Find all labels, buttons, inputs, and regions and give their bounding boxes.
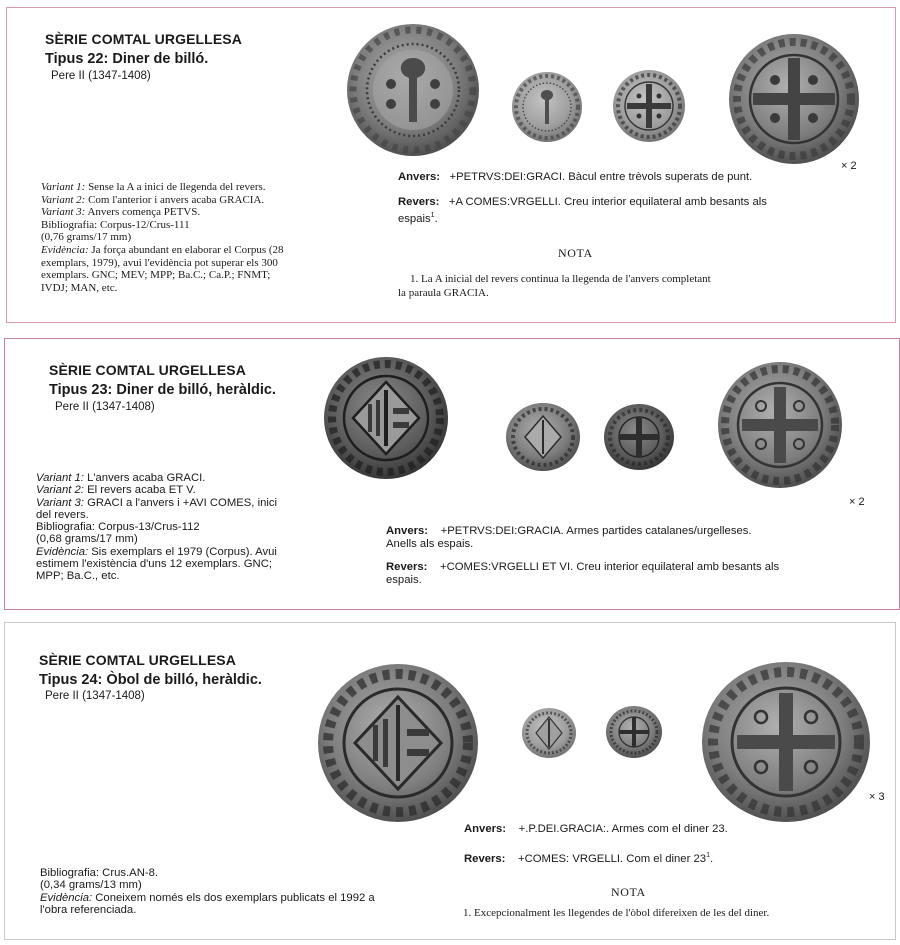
coin-24-revers — [605, 705, 663, 759]
info-line: l'obra referenciada. — [40, 903, 137, 916]
scale-label: × 3 — [869, 791, 885, 803]
info-line: Variant 3: GRACI a l'anvers i +AVI COMES, inici — [36, 496, 278, 509]
info-line: exemplars. GNC; MEV; MPP; Ba.C.; Ca.P.; FNMT; — [41, 269, 271, 282]
revers-label: Revers: — [464, 852, 506, 865]
info-line: Evidència: Coneixem només els dos exemplars publicats el 1992 a — [40, 891, 375, 904]
coin-24-anvers-enlarged — [317, 663, 479, 823]
nota-body: 1. La A inicial del revers continua la llegenda de l'anvers completant la paraula GRACIA. — [398, 273, 711, 299]
coin-card-tipus-23 — [4, 338, 900, 610]
info-line: exemplars, 1979), avui l'evidència pot superar els 300 — [41, 256, 278, 269]
revers-description: Revers: +COMES: VRGELLI. Com el diner $23^1$. — [464, 852, 714, 865]
info-line: (0,76 grams/17 mm) — [41, 231, 132, 244]
coin-22-anvers — [510, 70, 584, 144]
info-line: (0,68 grams/17 mm) — [36, 533, 138, 546]
info-line: Variant 2: Com l'anterior i anvers acaba GRACIA. — [41, 193, 265, 206]
info-line: Variant 1: Sense la A a inici de llegenda del revers. — [41, 181, 266, 193]
info-line: Bibliografia: Corpus-13/Crus-112 — [36, 521, 200, 534]
coin-23-anvers-enlarged — [323, 356, 449, 480]
nota-title: NOTA — [611, 885, 646, 899]
info-block — [41, 181, 284, 294]
revers-label: Revers: — [386, 561, 428, 573]
coin-24-anvers — [521, 707, 577, 759]
coin-22-revers — [611, 68, 687, 144]
anvers-description: Anvers: +.P.DEI.GRACIA:. Armes com el diner 23. — [464, 823, 728, 835]
series-title: SÈRIE COMTAL URGELLESA — [39, 652, 236, 668]
series-title: SÈRIE COMTAL URGELLESA — [49, 362, 246, 378]
info-line: (0,34 grams/13 mm) — [40, 879, 142, 892]
type-title: Tipus 23: Diner de billó, heràldic. — [49, 382, 276, 398]
revers-description: Revers: +COMES:VRGELLI ET VI. Creu interior equilateral amb besants als espais. — [386, 561, 780, 586]
ruler-line: Pere II (1347-1408) — [55, 401, 155, 413]
type-title: Tipus 22: Diner de billó. — [45, 51, 209, 67]
info-line: del revers. — [36, 508, 89, 521]
info-line: Variant 2: El revers acaba ET V. — [36, 484, 196, 497]
anvers-description — [398, 171, 810, 184]
coin-24-revers-enlarged — [701, 661, 871, 823]
info-block — [36, 472, 277, 583]
anvers-label: Anvers: — [398, 171, 441, 183]
info-line: Variant 3: Anvers comença PETVS. — [41, 206, 201, 219]
footnote-marker: 1 — [430, 212, 435, 219]
coin-22-revers-enlarged — [727, 32, 861, 166]
series-title: SÈRIE COMTAL URGELLESA — [45, 31, 242, 47]
anvers-label: Anvers: — [464, 823, 507, 835]
revers-description: Revers: +A COMES:VRGELLI. Creu interior equilateral amb besants als espais$^1$. — [398, 196, 767, 225]
coin-23-revers — [603, 403, 675, 471]
coin-22-anvers-enlarged — [345, 22, 481, 158]
scale-label: × 2 — [841, 160, 857, 172]
coin-23-anvers — [505, 402, 581, 472]
info-line: IVDJ; MAN, etc. — [41, 281, 118, 294]
ruler-line: Pere II (1347-1408) — [51, 70, 151, 82]
nota-body: 1. Excepcionalment les llegendes de l'òbol difereixen de les del diner. — [463, 907, 770, 919]
coin-23-revers-enlarged — [717, 361, 843, 489]
anvers-description: Anvers: +PETRVS:DEI:GRACIA. Armes partides catalanes/urgelleses. Anells als espais. — [386, 525, 752, 550]
anvers-text: +PETRVS:DEI:GRACI. Bàcul entre trèvols superats de punt. — [449, 171, 753, 183]
revers-label: Revers: — [398, 196, 440, 208]
coin-card-tipus-24 — [4, 622, 896, 940]
info-line: Variant 1: L'anvers acaba GRACI. — [36, 472, 206, 484]
coin-card-tipus-22 — [6, 7, 896, 323]
footnote-marker: 1 — [706, 852, 710, 859]
info-line: Evidència: Ja força abundant en elaborar el Corpus (28 — [41, 243, 284, 256]
info-block — [40, 867, 375, 916]
nota-title: NOTA — [558, 246, 593, 260]
info-line: Bibliografia: Corpus-12/Crus-111 — [41, 218, 190, 231]
info-line: Evidència: Sis exemplars el 1979 (Corpus). Avui — [36, 545, 277, 558]
scale-label: × 2 — [849, 496, 865, 508]
info-line: Bibliografia: Crus.AN-8. — [40, 867, 159, 879]
info-line: estimem l'existència d'uns 12 exemplars. GNC; — [36, 558, 272, 571]
type-title: Tipus 24: Òbol de billó, heràldic. — [39, 672, 262, 688]
ruler-line: Pere II (1347-1408) — [45, 690, 145, 702]
anvers-label: Anvers: — [386, 525, 429, 537]
info-line: MPP; Ba.C., etc. — [36, 570, 120, 583]
